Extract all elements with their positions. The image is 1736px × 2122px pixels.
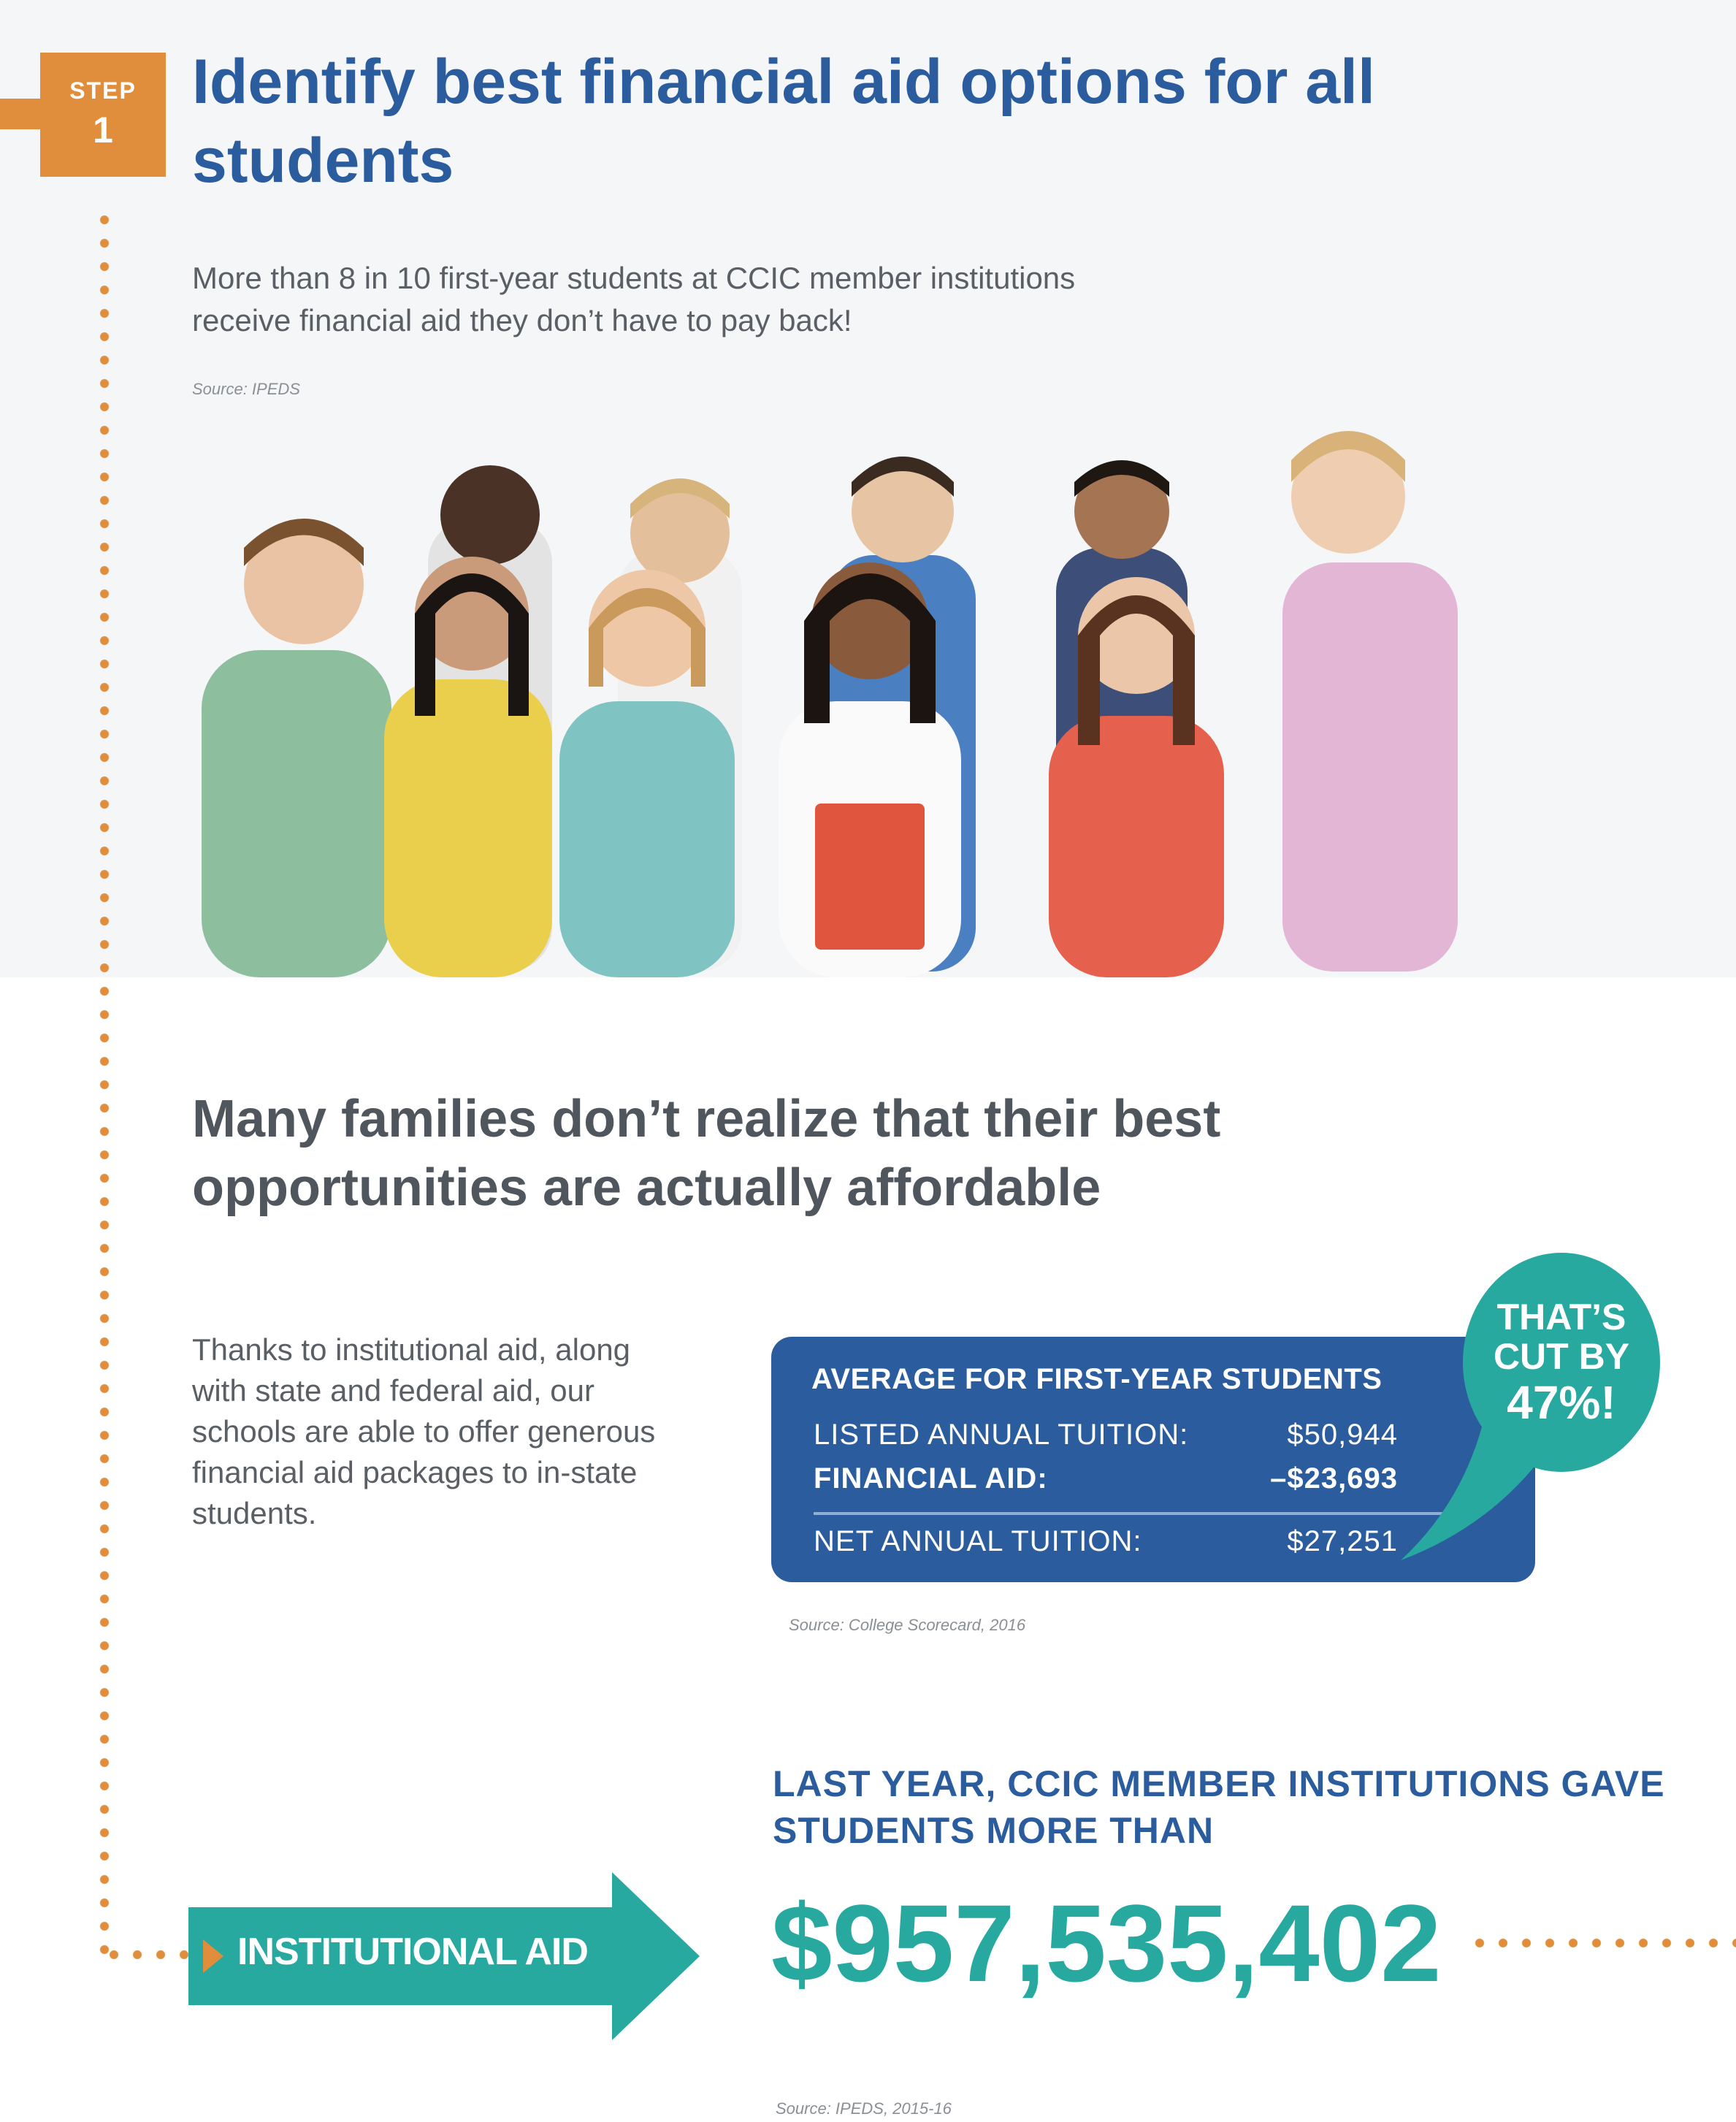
savings-speech-bubble: [1463, 1253, 1660, 1472]
institutional-aid-source: Source: IPEDS, 2015-16: [776, 2099, 952, 2118]
dotted-connector: [1468, 1938, 1736, 1948]
step-number: 1: [93, 110, 113, 150]
net-tuition-row: [814, 1525, 1398, 1562]
step-label: STEP: [69, 77, 137, 104]
financial-aid-row: [814, 1462, 1398, 1499]
student-figure: [779, 562, 961, 977]
student-figure: [1282, 431, 1458, 972]
institutional-aid-heading: LAST YEAR, CCIC MEMBER INSTITUTIONS GAVE STUDENTS MORE THAN: [773, 1763, 1665, 1851]
row-value: –$23,693: [1270, 1462, 1398, 1495]
listed-tuition-row: [814, 1419, 1398, 1455]
section-heading: Many families don’t realize that their best opportunities are actually affordable: [192, 1090, 1221, 1217]
intro-source: Source: IPEDS: [192, 380, 300, 398]
institutional-aid-label: INSTITUTIONAL AID: [237, 1931, 588, 1973]
dotted-timeline: [99, 208, 110, 1958]
row-label: NET ANNUAL TUITION:: [814, 1525, 1142, 1557]
section-body-text: Thanks to institutional aid, along with state and federal aid, our schools are able to offer generous financial aid packages to in-state students.: [192, 1332, 656, 1530]
aid-panel-title: AVERAGE FOR FIRST-YEAR STUDENTS: [811, 1363, 1383, 1395]
row-value: $50,944: [1287, 1419, 1398, 1451]
row-value: $27,251: [1287, 1525, 1398, 1557]
bubble-percent: 47%!: [1507, 1376, 1616, 1429]
step-badge-connector: [0, 99, 40, 129]
row-label: LISTED ANNUAL TUITION:: [814, 1419, 1189, 1451]
group-of-students-photo: [187, 409, 1509, 977]
bubble-line: THAT’S: [1496, 1297, 1626, 1337]
row-label: FINANCIAL AID:: [814, 1462, 1048, 1495]
student-figure: [384, 557, 552, 977]
institutional-aid-amount: $957,535,402: [771, 1882, 1442, 2004]
divider: [814, 1512, 1456, 1515]
bubble-line: CUT BY: [1493, 1336, 1630, 1377]
student-figure: [202, 519, 391, 977]
step-badge: [40, 53, 166, 177]
dotted-connector: [102, 1950, 194, 1960]
intro-text: More than 8 in 10 first-year students at CCIC member institutions receive financial aid they don’t have to pay back!: [192, 261, 1076, 337]
page-title: Identify best financial aid options for all students: [192, 47, 1375, 196]
aid-panel-source: Source: College Scorecard, 2016: [789, 1616, 1026, 1634]
